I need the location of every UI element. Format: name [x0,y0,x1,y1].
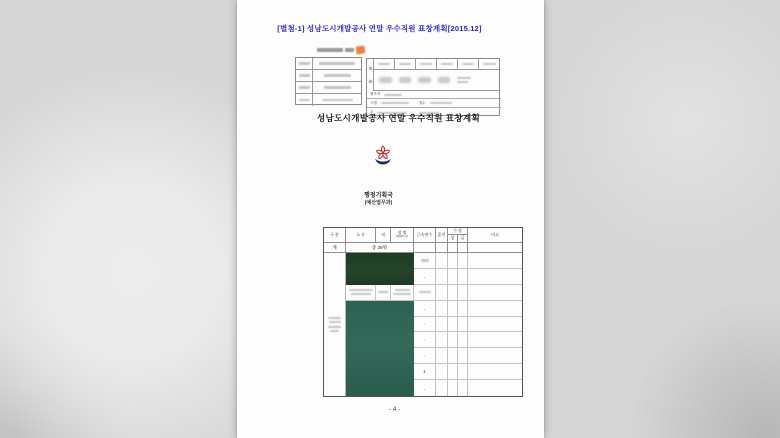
document-page [237,0,544,438]
mark-cell [414,285,436,301]
awards-table [323,227,523,397]
total-row-cell [436,243,448,253]
col-header-award-group: 수 상 [448,228,468,235]
total-row-cell [448,243,458,253]
col-header-affiliation: 소 속 [346,228,376,243]
post-label: 우 [370,110,374,114]
col-header-service-years: 근속연수 [414,228,436,243]
col-header-award-left: 상 [448,235,458,243]
info-row [296,70,361,82]
mark-cell: - [414,332,436,348]
info-row [296,94,361,106]
redacted-cell [346,285,376,301]
approval-signature-area [374,70,499,91]
total-row-label: 계 [324,243,346,253]
city-logo [317,44,387,56]
info-row [296,58,361,70]
city-logo-mark-icon [355,45,365,54]
col-header-name: 성 명 (해당부서) [391,228,414,243]
info-row [296,82,361,94]
total-row-value: 총 28명 [346,243,414,253]
page-number: - 4 - [388,406,401,413]
mark-cell: - [414,317,436,333]
total-row-cell [468,243,522,253]
col-header-position: 직 [376,228,391,243]
redaction-block-teal [346,301,414,396]
approval-exec-row [367,99,501,108]
approval-header-row [374,59,499,70]
city-emblem-icon [373,145,393,169]
doc-info-table [295,57,362,105]
col-header-category: 구 분 [324,228,346,243]
mark-cell: - [414,301,436,317]
approval-table [366,58,500,116]
attachment-title: [별첨-1] 성남도시개발공사 연말 우수직원 표창계획[2015.12] [277,24,482,33]
row-group-label-redacted [324,253,346,396]
approval-coop-row [367,91,501,99]
city-logo-text-2 [345,48,354,52]
redacted-cell [391,285,414,301]
receive-label: 접수 [418,100,426,105]
mark-cell: - [414,380,436,396]
department-name: 행정기획국 [364,193,393,199]
approval-side-column [367,59,374,91]
total-row-cell [414,243,436,253]
redaction-block-dark [346,253,414,285]
sub-department-name: (예산법무과) [364,200,393,206]
mark-cell [414,253,436,269]
redacted-cell [376,285,391,301]
col-header-note: 비고 [468,228,522,243]
awards-table-body [346,253,522,396]
mark-cell: 1 [414,364,436,380]
city-logo-text [317,48,343,52]
col-header-award-grade: 훈격 [436,228,448,243]
mark-cell: - [414,348,436,364]
mark-cell: - [414,269,436,285]
exec-label: 시행 [370,100,377,105]
total-row-cell [458,243,468,253]
coop-label: 협조자 [370,92,381,96]
col-header-award-right: 금 [458,235,468,243]
document-title: 성남도시개발공사 연말 우수직원 표창계획 [316,113,481,123]
